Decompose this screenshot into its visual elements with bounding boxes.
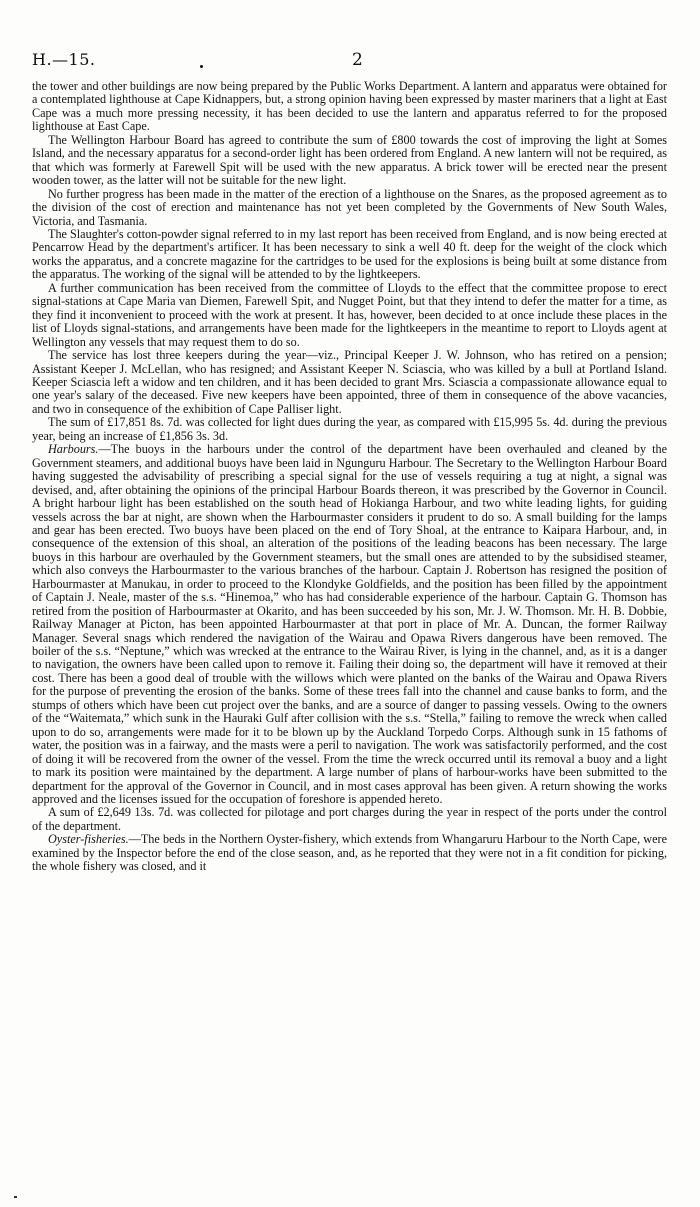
harbours-heading: Harbours.: [48, 442, 99, 457]
paragraph-oyster-fisheries: [32, 833, 667, 873]
harbours-text: —The buoys in the harbours under the control of the department have been overhauled and cleaned by the Government steamers, and additional buoys have been laid in Ngunguru Harbour. The Secretary to the Wellington Harbour Board having suggested the advisability of prescribing a special signal for the use of vessels requiring a tug at night, a signal was devised, and, after obtaining the opinions of the principal Harbour Boards thereon, it was prescribed by the Governor in Council. A bright harbour light has been established on the south head of Hokianga Harbour, and two white leading lights, for guiding vessels across the bar at night, are shown when the Harbourmaster considers it prudent to do so. A small building for the lamps and gear has been erected. Two buoys have been placed on the end of Tory Shoal, at the entrance to Kaipara Harbour, and, in consequence of the extension of this shoal, an alteration of the positions of the leading beacons has been necessary. The large buoys in this harbour are overhauled by the Government steamers, but the small ones are attended to by the subsidised steamer, which also conveys the Harbourmaster to the various branches of the harbour. Captain J. Robertson has resigned the position of Harbourmaster at Manukau, in order to proceed to the Klondyke Goldfields, and the position has been filled by the appointment of Captain J. Neale, master of the s.s. “Hinemoa,” who has had considerable experience of the harbour. Captain G. Thomson has retired from the position of Harbourmaster at Okarito, and has been succeeded by his son, Mr. J. W. Thomson. Mr. H. B. Dobbie, Railway Manager at Picton, has been appointed Harbourmaster at that port in place of Mr. A. Duncan, the former Railway Manager. Several snags which rendered the navigation of the Wairau and Opawa Rivers dangerous have been removed. The boiler of the s.s. “Neptune,” which was wrecked at the entrance to the Wairau River, is lying in the channel, and, as it is a danger to navigation, the owners have been called upon to remove it. Failing their doing so, the department will have it removed at their cost. There has been a good deal of trouble with the willows which were planted on the banks of the Wairau and Opawa Rivers for the purpose of preventing the erosion of the banks. Some of these trees fall into the channel and cause banks to form, and the stumps of others which have been cut project over the banks, and are a source of danger to passing vessels. Owing to the owners of the “Waitemata,” which sunk in the Hauraki Gulf after collision with the s.s. “Stella,” failing to remove the wreck when called upon to do so, arrangements were made for it to be blown up by the Auckland Torpedo Corps. Although sunk in 15 fathoms of water, the position was in a fairway, and the masts were a peril to navigation. The work was satisfactorily performed, and the cost of doing it will be recovered from the owner of the vessel. From the time the wreck occurred until its removal a buoy and a light to mark its position were maintained by the department. A large number of plans of harbour-works have been submitted to the department for the approval of the Governor in Council, and in most cases approval has been given. A return showing the works approved and the licenses issued for the occupation of foreshore is appended hereto.: [32, 442, 667, 807]
paragraph-pilotage: A sum of £2,649 13s. 7d. was collected for pilotage and port charges during the year in respect of the ports under the control of the department.: [32, 805, 667, 833]
report-body: [32, 80, 667, 874]
page-number: 2: [352, 50, 363, 70]
paragraph-signal-pencarrow: The Slaughter's cotton-powder signal referred to in my last report has been received from England, and is now being erected at Pencarrow Head by the department's artificer. It has been necessary to sink a well 40 ft. deep for the weight of the clock which works the apparatus, and a concrete magazine for the cartridges to be used for the explosions is being built at some distance from the apparatus. The working of the signal will be attended to by the lightkeepers.: [32, 226, 667, 282]
paragraph-lantern-east-cape: the tower and other buildings are now being prepared by the Public Works Department. A lantern and apparatus were obtained for a contemplated lighthouse at Cape Kidnappers, but, a strong opinion having been expressed by master mariners that a light at East Cape was a much more pressing necessity, it has been decided to use the lantern and apparatus referred to for the proposed lighthouse at East Cape.: [32, 79, 667, 134]
paragraph-light-dues: The sum of £17,851 8s. 7d. was collected for light dues during the year, as compared with £15,995 5s. 4d. during the previous year, being an increase of £1,856 3s. 3d.: [32, 415, 667, 443]
page-header: [32, 50, 668, 74]
oyster-heading: Oyster-fisheries.: [48, 832, 129, 847]
paragraph-snares: No further progress has been made in the matter of the erection of a lighthouse on the Snares, as the proposed agreement as to the division of the cost of erection and maintenance has not yet been completed by the Governments of New South Wales, Victoria, and Tasmania.: [32, 186, 667, 228]
document-reference: H.—15.: [32, 50, 96, 69]
print-speck: [200, 65, 203, 68]
paragraph-lloyds: A further communication has been received from the committee of Lloyds to the effect that the committee propose to erect signal-stations at Cape Maria van Diemen, Farewell Spit, and Nugget Point, but that they intend to defer the matter for a time, as they find it inconvenient to proceed with the work at present. It has, however, been decided to at once include these places in the list of Lloyds signal-stations, and arrangements have been made for the lightkeepers in the meantime to report to Lloyds agent at Wellington any vessels that may request them to do so.: [32, 280, 667, 349]
oyster-text: —The beds in the Northern Oyster-fishery, which extends from Whangaruru Harbour to the North Cape, were examined by the Inspector before the end of the close season, and, as he reported that they were not in a fit condition for picking, the whole fishery was closed, and it: [32, 832, 667, 874]
margin-speck: [14, 1196, 17, 1198]
paragraph-harbours: [32, 443, 667, 806]
paragraph-keepers: The service has lost three keepers during the year—viz., Principal Keeper J. W. Johnson, who has retired on a pension; Assistant Keeper J. McLellan, who has resigned; and Assistant Keeper N. Sciascia, who was killed by a bull at Portland Island. Keeper Sciascia left a widow and ten children, and it has been decided to grant Mrs. Sciascia a compassionate allowance equal to one year's salary of the deceased. Five new keepers have been appointed, three of them in consequence of the above vacancies, and two in consequence of the exhibition of Cape Palliser light.: [32, 348, 667, 416]
paragraph-somes-island: The Wellington Harbour Board has agreed to contribute the sum of £800 towards the cost of improving the light at Somes Island, and the necessary apparatus for a second-order light has been ordered from England. A new lantern will not be required, as that which was formerly at Farewell Spit will be used with the new apparatus. A brick tower will be erected near the present wooden tower, as the latter will not be suitable for the new light.: [32, 132, 667, 188]
